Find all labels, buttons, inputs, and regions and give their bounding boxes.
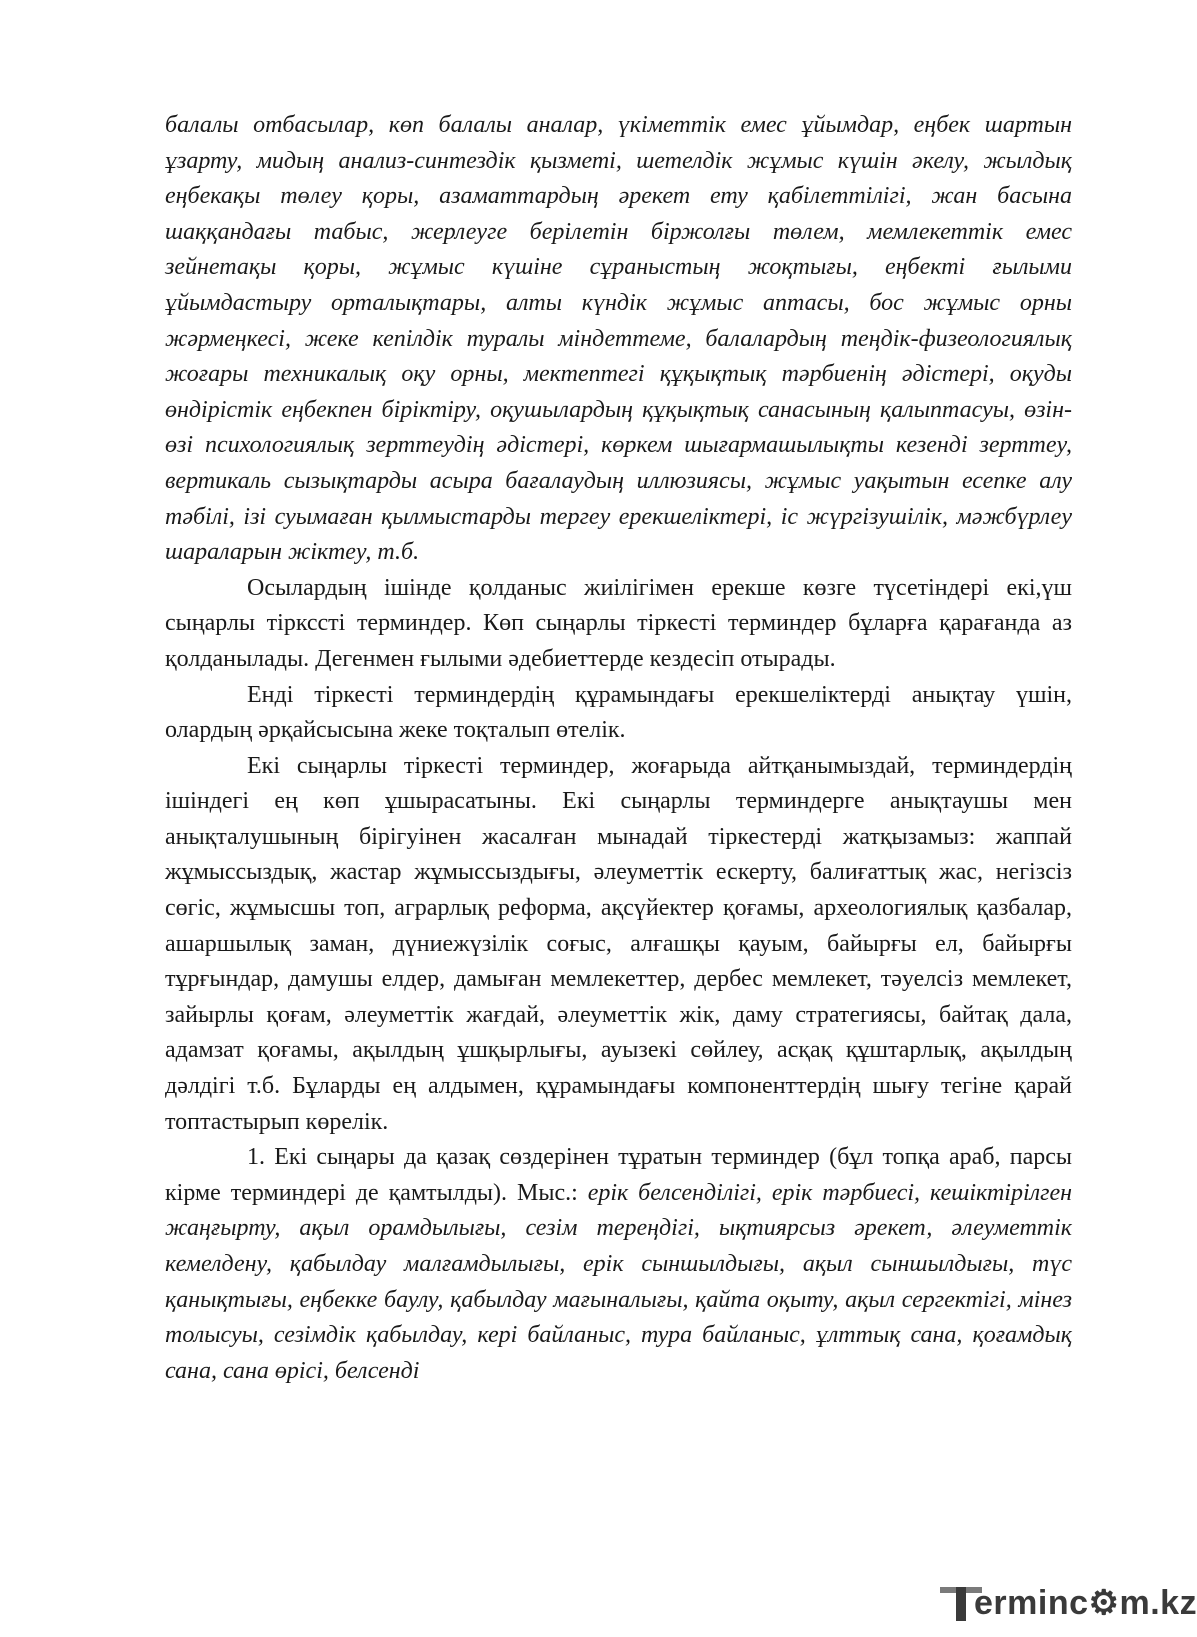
paragraph-intro-features [165, 678, 1072, 749]
paragraph-term-list [165, 108, 1072, 571]
termincom-watermark-logo [940, 1577, 1197, 1629]
paragraph-run: Енді тіркесті терминдердің құрамындағы ерекшеліктерді анықтау үшін, олардың әрқайсысына жеке тоқталып өтелік. [165, 681, 1072, 744]
paragraph-run: балалы отбасылар, көп балалы аналар, үкіметтік емес ұйымдар, еңбек шартын ұзарту, мидың анализ-синтездік қызметі, шетелдік жұмыс күшін әкелу, жылдық еңбекақы төлеу қоры, азаматтардың әрекет ету қабілеттілігі, жан басына шаққандағы табыс, жерлеуге берілетін біржолғы төлем, мемлекеттік емес зейнетақы қоры, жұмыс күшіне сұраныстың жоқтығы, еңбекті ғылыми ұйымдастыру орталықтары, алты күндік жұмыс аптасы, бос жұмыс орны жәрмеңкесі, жеке кепілдік туралы міндеттеме, балалардың теңдік-физеологиялық жоғары техникалық оқу орны, мектептегі құқықтық тәрбиенің әдістері, оқуды өндірістік еңбекпен біріктіру, оқушылардың құқықтық санасының қалыптасуы, өзін-өзі психологиялық зерттеудің әдістері, көркем шығармашылықты кезенді зерттеу, вертикаль сызықтарды асыра бағалаудың иллюзиясы, жұмыс уақытын есепке алу тәбілі, ізі суымаған қылмыстарды тергеу ерекшеліктері, іс жүргізушілік, мәжбүрлеу шараларын жіктеу, т.б. [165, 112, 1072, 566]
logo-text-suffix: m.kz [1119, 1584, 1197, 1622]
paragraph-run-italic: ерік белсенділігі, ерік тәрбиесі, кешіктірілген жаңғырту, ақыл орамдылығы, сезім тереңдігі, ықтиярсыз әрекет, әлеуметтік кемелдену, қабылдау малғамдылығы, ерік сыншылдығы, ақыл сыншылдығы, түс қанықтығы, еңбекке баулу, қабылдау мағыналығы, қайта оқыту, ақыл сергектігі, мінез толысуы, сезімдік қабылдау, кері байланыс, тура байланыс, ұлттық сана, қоғамдық сана, сана өрісі, белсенді [165, 1179, 1072, 1384]
document-body [165, 108, 1072, 1389]
paragraph-run: 1. Екі сыңары да қазақ сөздерінен тұратын терминдер (бұл топқа араб, парсы кірме терминдері де қамтылды). Мыс.: [165, 1144, 1072, 1206]
logo-t-stem [956, 1587, 966, 1621]
paragraph-run: Осылардың ішінде қолданыс жиілігімен ерекше көзге түсетіндері екі,үш сыңарлы тіркссті терминдер. Көп сыңарлы тіркесті терминдер бұларға қарағанда аз қолданылады. Дегенмен ғылыми әдебиеттерде кездесіп отырады. [165, 574, 1072, 672]
logo-wordmark [974, 1577, 1197, 1629]
logo-text-middle: erminc [974, 1584, 1089, 1622]
paragraph-usage-frequency [165, 571, 1072, 678]
paragraph-run: Екі сыңарлы тіркесті терминдер, жоғарыда айтқанымыздай, терминдердің ішіндегі ең көп ұшырасатыны. Екі сыңарлы терминдерге анықтаушы мен анықталушының бірігуінен жасалған мынадай тіркестерді жатқызамыз: жаппай жұмыссыздық, жастар жұмыссыздығы, әлеуметтік ескерту, балиғаттық жас, негізсіз сөгіс, жұмысшы топ, аграрлық реформа, ақсүйектер қоғамы, археологиялық қазбалар, ашаршылық заман, дүниежүзілік соғыс, алғашқы қауым, байырғы ел, байырғы тұрғындар, дамушы елдер, дамыған мемлекеттер, дербес мемлекет, тәуелсіз мемлекет, зайырлы қоғам, әлеуметтік жағдай, әлеуметтік жік, даму стратегиясы, байтақ дала, адамзат қоғамы, ақылдың ұшқырлығы, ауызекі сөйлеу, асқақ құштарлық, ақылдың дәлдігі т.б. Бұларды ең алдымен, құрамындағы компоненттердің шығу тегіне қарай топтастырып көрелік. [165, 752, 1072, 1135]
paragraph-kazakh-terms [165, 1140, 1072, 1389]
paragraph-two-part-terms [165, 749, 1072, 1141]
gear-icon: ⚙ [1088, 1584, 1120, 1622]
